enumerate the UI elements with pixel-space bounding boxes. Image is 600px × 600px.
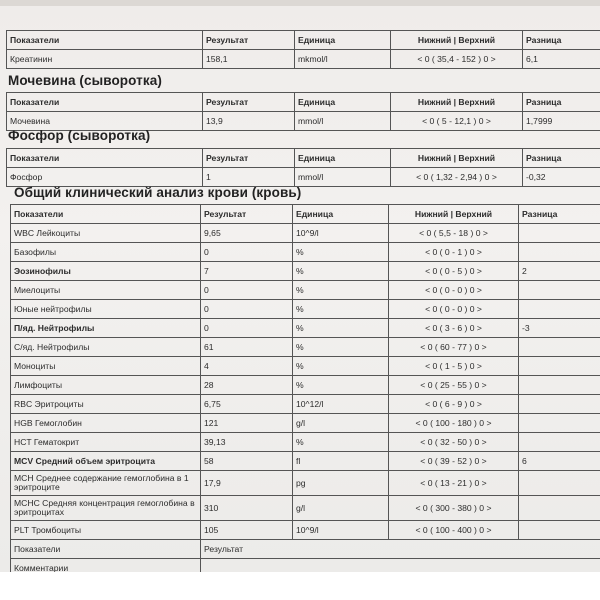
table-row <box>11 224 600 243</box>
cell-diff: 6,1 <box>523 50 600 69</box>
cell-name: MCV Средний объем эритроцита <box>11 452 201 471</box>
cell-range: < 0 ( 1 - 5 ) 0 > <box>389 357 519 376</box>
table-row <box>11 433 600 452</box>
cell-diff <box>519 357 600 376</box>
cell-name: RBC Эритроциты <box>11 395 201 414</box>
header-range: Нижний | Верхний <box>389 205 519 224</box>
cell-result: 9,65 <box>201 224 293 243</box>
cell-name: HGB Гемоглобин <box>11 414 201 433</box>
cell-diff: 2 <box>519 262 600 281</box>
cell-range: < 0 ( 35,4 - 152 ) 0 > <box>391 50 523 69</box>
table-row <box>11 452 600 471</box>
header-diff: Разница <box>523 149 600 168</box>
footer-result-label: Результат <box>201 540 600 559</box>
table-row <box>11 521 600 540</box>
header-result: Результат <box>203 149 295 168</box>
cell-unit: % <box>293 433 389 452</box>
cell-range: < 0 ( 100 - 400 ) 0 > <box>389 521 519 540</box>
cell-result: 6,75 <box>201 395 293 414</box>
cell-name: Миелоциты <box>11 281 201 300</box>
fosfor-table <box>6 148 600 187</box>
cell-diff <box>519 471 600 496</box>
cell-diff <box>519 496 600 521</box>
header-diff: Разница <box>523 31 600 50</box>
section-title-oak: Общий клинический анализ крови (кровь) <box>14 185 302 200</box>
header-indicator: Показатели <box>7 149 203 168</box>
cell-name: HCT Гематокрит <box>11 433 201 452</box>
header-range: Нижний | Верхний <box>391 31 523 50</box>
cell-diff: -3 <box>519 319 600 338</box>
header-result: Результат <box>203 31 295 50</box>
cell-unit: % <box>293 262 389 281</box>
cell-range: < 0 ( 25 - 55 ) 0 > <box>389 376 519 395</box>
cell-unit: % <box>293 357 389 376</box>
cell-diff <box>519 243 600 262</box>
cell-name: П/яд. Нейтрофилы <box>11 319 201 338</box>
cell-name: Мочевина <box>7 112 203 131</box>
footer-comments-label: Комментарии <box>11 559 201 573</box>
page-top-edge <box>0 0 600 6</box>
table-row <box>11 496 600 521</box>
table-row <box>11 281 600 300</box>
cell-name: С/яд. Нейтрофилы <box>11 338 201 357</box>
cell-name: Лимфоциты <box>11 376 201 395</box>
cell-unit: mkmol/l <box>295 50 391 69</box>
cell-range: < 0 ( 0 - 0 ) 0 > <box>389 300 519 319</box>
cell-range: < 0 ( 3 - 6 ) 0 > <box>389 319 519 338</box>
cell-result: 121 <box>201 414 293 433</box>
table-row <box>11 319 600 338</box>
cell-result: 158,1 <box>203 50 295 69</box>
header-indicator: Показатели <box>7 93 203 112</box>
cell-result: 4 <box>201 357 293 376</box>
footer-row-comments <box>11 559 600 573</box>
header-range: Нижний | Верхний <box>391 149 523 168</box>
cell-unit: % <box>293 376 389 395</box>
cell-result: 0 <box>201 300 293 319</box>
cell-diff: 1,7999 <box>523 112 600 131</box>
cell-unit: mmol/l <box>295 112 391 131</box>
cell-diff <box>519 521 600 540</box>
table-row <box>11 414 600 433</box>
cell-range: < 0 ( 1,32 - 2,94 ) 0 > <box>391 168 523 187</box>
cell-range: < 0 ( 5,5 - 18 ) 0 > <box>389 224 519 243</box>
cell-name: PLT Тромбоциты <box>11 521 201 540</box>
table-row <box>11 376 600 395</box>
cell-name: MCHC Средняя концентрация гемоглобина в эритроцитах <box>11 496 201 521</box>
table-row <box>11 395 600 414</box>
cell-result: 0 <box>201 281 293 300</box>
footer-row-results <box>11 540 600 559</box>
cell-result: 28 <box>201 376 293 395</box>
cell-result: 7 <box>201 262 293 281</box>
cell-name: Фосфор <box>7 168 203 187</box>
table-header-row <box>7 31 600 50</box>
cell-unit: % <box>293 338 389 357</box>
cell-range: < 0 ( 0 - 1 ) 0 > <box>389 243 519 262</box>
cell-diff <box>519 414 600 433</box>
table-header-row <box>7 149 600 168</box>
table-row <box>11 471 600 496</box>
cell-unit: % <box>293 319 389 338</box>
table-row <box>7 168 600 187</box>
cell-name: Базофилы <box>11 243 201 262</box>
kreatinin-table <box>6 30 600 69</box>
cell-range: < 0 ( 100 - 180 ) 0 > <box>389 414 519 433</box>
section-title-fosfor: Фосфор (сыворотка) <box>8 128 151 143</box>
cell-result: 13,9 <box>203 112 295 131</box>
cell-diff <box>519 281 600 300</box>
cell-result: 310 <box>201 496 293 521</box>
cell-diff <box>519 433 600 452</box>
cell-range: < 0 ( 300 - 380 ) 0 > <box>389 496 519 521</box>
table-row <box>11 243 600 262</box>
cell-unit: % <box>293 300 389 319</box>
header-diff: Разница <box>523 93 600 112</box>
cell-range: < 0 ( 60 - 77 ) 0 > <box>389 338 519 357</box>
cell-range: < 0 ( 0 - 0 ) 0 > <box>389 281 519 300</box>
cell-unit: 10^9/l <box>293 521 389 540</box>
cell-result: 0 <box>201 243 293 262</box>
header-unit: Единица <box>295 93 391 112</box>
oak-table <box>10 204 600 572</box>
cell-unit: pg <box>293 471 389 496</box>
cell-result: 58 <box>201 452 293 471</box>
cell-result: 0 <box>201 319 293 338</box>
cell-result: 39,13 <box>201 433 293 452</box>
cell-name: WBC Лейкоциты <box>11 224 201 243</box>
cell-name: Моноциты <box>11 357 201 376</box>
cell-unit: g/l <box>293 496 389 521</box>
header-result: Результат <box>201 205 293 224</box>
cell-result: 105 <box>201 521 293 540</box>
cell-unit: 10^9/l <box>293 224 389 243</box>
header-diff: Разница <box>519 205 600 224</box>
cell-result: 61 <box>201 338 293 357</box>
cell-range: < 0 ( 13 - 21 ) 0 > <box>389 471 519 496</box>
footer-comments-value <box>201 559 600 573</box>
table-row <box>11 262 600 281</box>
header-unit: Единица <box>295 149 391 168</box>
header-result: Результат <box>203 93 295 112</box>
cell-result: 1 <box>203 168 295 187</box>
header-indicator: Показатели <box>11 205 201 224</box>
cell-diff: -0,32 <box>523 168 600 187</box>
cell-unit: fl <box>293 452 389 471</box>
cell-diff <box>519 338 600 357</box>
cell-diff <box>519 395 600 414</box>
cell-name: Креатинин <box>7 50 203 69</box>
cell-unit: g/l <box>293 414 389 433</box>
table-row <box>11 338 600 357</box>
cell-range: < 0 ( 6 - 9 ) 0 > <box>389 395 519 414</box>
header-range: Нижний | Верхний <box>391 93 523 112</box>
section-title-mochevina: Мочевина (сыворотка) <box>8 73 162 88</box>
header-indicator: Показатели <box>7 31 203 50</box>
cell-range: < 0 ( 0 - 5 ) 0 > <box>389 262 519 281</box>
cell-diff <box>519 376 600 395</box>
table-row <box>7 50 600 69</box>
header-unit: Единица <box>293 205 389 224</box>
cell-name: Эозинофилы <box>11 262 201 281</box>
cell-unit: % <box>293 281 389 300</box>
cell-name: Юные нейтрофилы <box>11 300 201 319</box>
footer-indicator-label: Показатели <box>11 540 201 559</box>
cell-unit: mmol/l <box>295 168 391 187</box>
cell-range: < 0 ( 39 - 52 ) 0 > <box>389 452 519 471</box>
cell-diff <box>519 300 600 319</box>
cell-diff <box>519 224 600 243</box>
mochevina-table <box>6 92 600 131</box>
cell-unit: 10^12/l <box>293 395 389 414</box>
header-unit: Единица <box>295 31 391 50</box>
cell-diff: 6 <box>519 452 600 471</box>
table-header-row <box>11 205 600 224</box>
table-row <box>11 300 600 319</box>
cell-range: < 0 ( 5 - 12,1 ) 0 > <box>391 112 523 131</box>
table-header-row <box>7 93 600 112</box>
cell-unit: % <box>293 243 389 262</box>
table-row <box>11 357 600 376</box>
cell-range: < 0 ( 32 - 50 ) 0 > <box>389 433 519 452</box>
page-margin-bottom <box>0 572 600 600</box>
cell-result: 17,9 <box>201 471 293 496</box>
cell-name: MCH Среднее содержание гемоглобина в 1 эритроците <box>11 471 201 496</box>
